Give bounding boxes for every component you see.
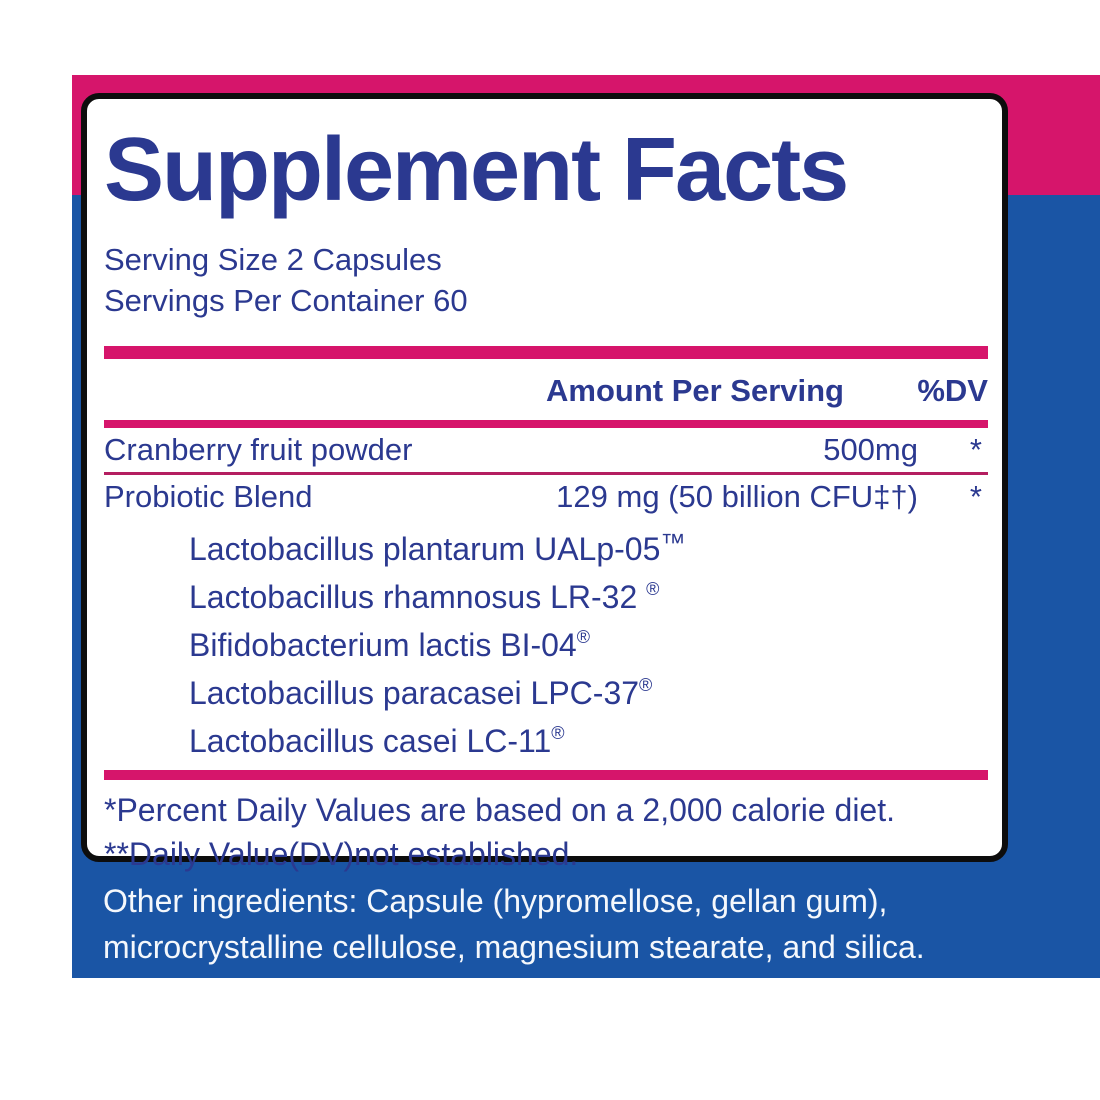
ingredient-row-probiotic-blend: [104, 475, 988, 519]
servings-per-container: Servings Per Container 60: [104, 283, 468, 318]
strain-name: Lactobacillus rhamnosus LR-32: [189, 579, 647, 615]
strain-name: Lactobacillus casei LC-11: [189, 723, 552, 759]
strain-name: Bifidobacterium lactis BI-04: [189, 627, 577, 663]
percent-dv-header: %DV: [917, 373, 988, 408]
strain-item: [189, 569, 988, 617]
divider-medium: [104, 420, 988, 428]
amount-per-serving-header: Amount Per Serving: [546, 373, 844, 408]
panel-title: Supplement Facts: [104, 120, 848, 220]
ingredient-name: Probiotic Blend: [104, 479, 313, 514]
supplement-facts-panel: [81, 93, 1008, 872]
footnote-percent-dv: *Percent Daily Values are based on a 2,000 calorie diet.: [104, 792, 895, 828]
strain-item: [189, 713, 988, 761]
trademark-symbol: ™: [660, 529, 686, 557]
ingredient-amount: 129 mg (50 billion CFU‡†): [556, 479, 918, 514]
registered-symbol: ®: [639, 675, 653, 695]
strain-item: [189, 665, 988, 713]
ingredient-dv: *: [969, 432, 982, 467]
probiotic-strains-list: [189, 523, 988, 761]
other-ingredients-line2: microcrystalline cellulose, magnesium stearate, and silica.: [103, 929, 925, 965]
ingredient-dv: *: [969, 479, 982, 514]
ingredient-amount: 500mg: [823, 432, 918, 467]
column-headers: [104, 373, 988, 409]
registered-symbol: ®: [646, 579, 660, 599]
divider-footnote: [104, 770, 988, 780]
other-ingredients-line1: Other ingredients: Capsule (hypromellose, gellan gum),: [103, 883, 888, 919]
registered-symbol: ®: [551, 723, 565, 743]
ingredient-name: Cranberry fruit powder: [104, 432, 413, 467]
registered-symbol: ®: [576, 627, 590, 647]
footnote-dv-not-established: **Daily Value(DV)not established.: [104, 836, 579, 872]
strain-name: Lactobacillus paracasei LPC-37: [189, 675, 640, 711]
divider-thick: [104, 346, 988, 359]
strain-item: [189, 617, 988, 665]
serving-size: Serving Size 2 Capsules: [104, 242, 442, 277]
other-ingredients: [103, 878, 925, 970]
ingredient-row-cranberry: [104, 428, 988, 472]
strain-name: Lactobacillus plantarum UALp-05: [189, 531, 661, 567]
strain-item: [189, 523, 988, 569]
